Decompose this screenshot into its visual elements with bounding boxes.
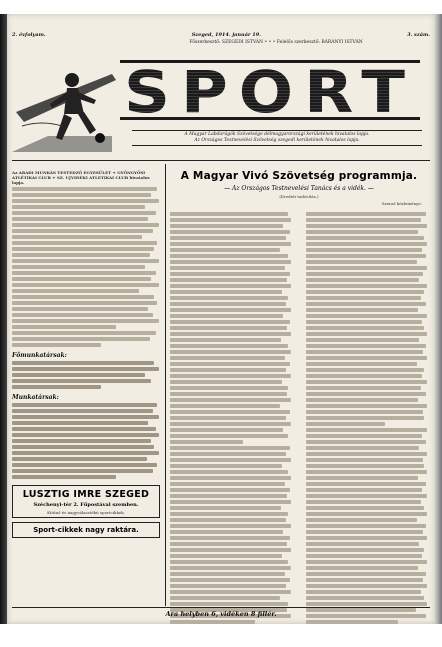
scan-edge-right [435,14,442,624]
subscription-note [132,130,422,146]
section-head-fomunkatarsak: Főmunkatársak: [12,352,67,359]
masthead-rule [12,160,430,161]
left-intro-head: Az ARADI MUNKÁS TESTEDZŐ EGYESÜLET + GYŐNGYÖSI ATLÉTIKAI CLUB + SZ. UJVIDÉKI ATLETIKAI CLUB hivatalos lapja. [12,170,150,185]
article-subtitle: — Az Országos Testnevelési Tanács és a vidék. — [224,185,374,192]
article-column-2 [306,210,428,626]
price-footer: Ara helyben 6, vidéken 8 fillér. [165,610,277,618]
ad-shop-name: LUSZTIG IMRE SZEGED [22,489,150,500]
subscription-line: A Magyar Labdarúgók Szövetsége délmagyarországi kerületének hivatalos lapja. [184,132,370,137]
lusztig-advertisement [12,485,160,518]
column-rule [165,164,166,606]
svg-text:SPORT: SPORT [124,60,416,120]
article-body [170,210,428,626]
subscription-line: Az Országos Testnevelési Szövetség szegedi kerületének hivatalos lapja. [194,138,360,143]
ad-note: Kitűnő és nagyválasztékú sportcikkek. [47,510,125,515]
scan-edge-left [0,14,7,624]
section-head-munkatarsak: Munkatársak: [12,394,59,401]
left-column [12,162,160,538]
right-column [170,162,428,626]
masthead [12,40,430,158]
sport-goods-ad: Sport-cikkek nagy raktára. [12,522,160,538]
ad-address: Széchenyi-tér 2. Fűpostával szemben. [33,502,139,508]
article-byline: Szerző közleménye. [381,201,422,206]
header-row [12,32,430,38]
left-paragraph-2 [12,361,160,389]
article-caption: (Eredeti tudósítás.) [279,194,319,199]
date-line: Szeged, 1914. január 19. [191,32,262,38]
article-title: A Magyar Vivó Szövetség programmja. [180,170,418,182]
volume-label: 2. évfolyam. [12,32,46,38]
footer-rule [12,607,430,608]
editor-line: Főszerkesztő: SZEGEDI ISTVÁN • • • Felelős szerkesztő: BÁRÁNYI ISTVÁN [189,40,363,45]
football-player-illustration [12,52,122,152]
left-paragraph-1 [12,187,160,347]
bottom-margin [0,631,442,647]
issue-label: 3. szám. [407,32,430,38]
article-column-1 [170,210,292,626]
left-paragraph-3 [12,403,160,479]
sport-logo [120,60,420,120]
